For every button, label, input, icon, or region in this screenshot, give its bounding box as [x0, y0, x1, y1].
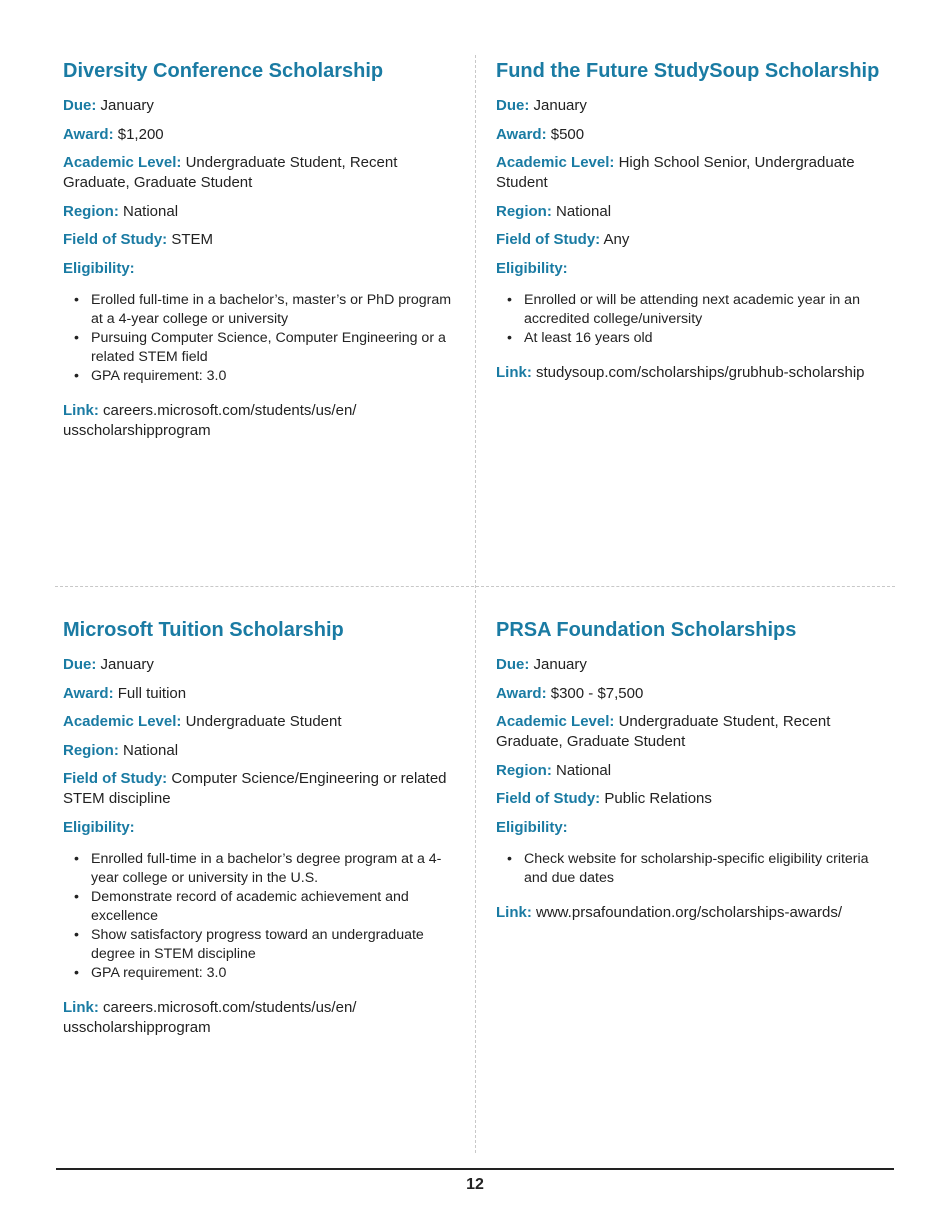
- region-value: National: [556, 761, 612, 779]
- field-of-study-field: [63, 230, 463, 250]
- academic-level-field: [496, 712, 896, 752]
- eligibility-heading: Eligibility:: [63, 818, 135, 836]
- due-label: Due:: [63, 656, 97, 673]
- field-of-study-label: Field of Study:: [496, 231, 601, 248]
- field-of-study-value: Any: [603, 231, 630, 248]
- eligibility-list: [496, 291, 896, 348]
- eligibility-list: [63, 291, 463, 386]
- region-field: [496, 202, 896, 222]
- page-number: 12: [466, 1176, 484, 1193]
- scholarship-card-diversity-conference: [63, 58, 463, 456]
- link-url[interactable]: careers.microsoft.com/students/us/en/ usscholarshipprogram: [63, 998, 357, 1036]
- field-of-study-label: Field of Study:: [63, 770, 168, 787]
- eligibility-item: • Check website for scholarship-specific eligibility criteria and due dates: [524, 850, 896, 888]
- region-value: National: [556, 202, 612, 220]
- scholarship-card-prsa-foundation: [496, 617, 896, 938]
- academic-level-value: Undergraduate Student, Recent Graduate, Graduate Student: [63, 154, 398, 191]
- link-url[interactable]: careers.microsoft.com/students/us/en/ usscholarshipprogram: [63, 401, 357, 439]
- link-url[interactable]: www.prsafoundation.org/scholarships-awards/: [536, 903, 842, 921]
- award-label: Award:: [496, 684, 547, 702]
- award-label: Award:: [496, 125, 547, 143]
- region-label: Region:: [496, 761, 552, 779]
- field-of-study-label: Field of Study:: [63, 231, 168, 248]
- eligibility-item: • At least 16 years old: [524, 329, 896, 348]
- link-field: [63, 401, 463, 441]
- due-value: January: [533, 97, 587, 114]
- due-field: [63, 655, 463, 675]
- field-of-study-value: STEM: [171, 231, 214, 248]
- link-field: [496, 363, 896, 383]
- scholarship-title: PRSA Foundation Scholarships: [496, 619, 797, 641]
- link-field: [63, 998, 463, 1038]
- eligibility-item: • Erolled full-time in a bachelor’s, master’s or PhD program at a 4-year college or university: [91, 291, 463, 329]
- award-value: $1,200: [117, 125, 164, 143]
- due-field: [496, 655, 896, 675]
- award-field: [496, 125, 896, 145]
- due-field: [496, 96, 896, 116]
- footer-rule: [56, 1168, 894, 1170]
- eligibility-item: • Show satisfactory progress toward an undergraduate degree in STEM discipline: [91, 926, 463, 964]
- eligibility-heading: Eligibility:: [496, 259, 568, 277]
- region-field: [496, 761, 896, 781]
- field-of-study-value: Computer Science/Engineering or related STEM discipline: [63, 770, 447, 807]
- award-value: $500: [550, 125, 585, 143]
- eligibility-item: • Pursuing Computer Science, Computer Engineering or a related STEM field: [91, 329, 463, 367]
- region-label: Region:: [496, 202, 552, 220]
- award-label: Award:: [63, 684, 114, 702]
- eligibility-list: [496, 850, 896, 888]
- academic-level-label: Academic Level:: [63, 154, 182, 171]
- due-label: Due:: [496, 97, 530, 114]
- scholarship-title: Microsoft Tuition Scholarship: [63, 619, 344, 641]
- eligibility-item: • Enrolled or will be attending next academic year in an accredited college/university: [524, 291, 896, 329]
- eligibility-list: [63, 850, 463, 983]
- due-value: January: [100, 97, 154, 114]
- link-label: Link:: [63, 401, 99, 419]
- link-field: [496, 903, 896, 923]
- academic-level-label: Academic Level:: [496, 713, 615, 730]
- region-field: [63, 741, 463, 761]
- due-field: [63, 96, 463, 116]
- link-label: Link:: [496, 363, 532, 381]
- academic-level-value: High School Senior, Undergraduate Student: [496, 154, 855, 191]
- scholarship-card-microsoft-tuition: [63, 617, 463, 1053]
- scholarship-title: Diversity Conference Scholarship: [63, 60, 384, 82]
- region-field: [63, 202, 463, 222]
- award-value: Full tuition: [117, 684, 187, 702]
- academic-level-field: [496, 153, 896, 193]
- region-value: National: [123, 741, 179, 759]
- academic-level-field: [63, 153, 463, 193]
- eligibility-item: • Demonstrate record of academic achievement and excellence: [91, 888, 463, 926]
- award-field: [63, 684, 463, 704]
- region-label: Region:: [63, 741, 119, 759]
- link-label: Link:: [63, 998, 99, 1016]
- link-url[interactable]: studysoup.com/scholarships/grubhub-scholarship: [536, 363, 865, 381]
- award-label: Award:: [63, 125, 114, 143]
- award-field: [496, 684, 896, 704]
- award-field: [63, 125, 463, 145]
- scholarship-title: Fund the Future StudySoup Scholarship: [496, 60, 880, 82]
- field-of-study-field: [496, 230, 896, 250]
- field-of-study-label: Field of Study:: [496, 790, 601, 807]
- scholarship-card-fund-the-future: [496, 58, 896, 398]
- academic-level-label: Academic Level:: [63, 713, 182, 730]
- field-of-study-value: Public Relations: [604, 790, 712, 807]
- eligibility-heading: Eligibility:: [63, 259, 135, 277]
- region-label: Region:: [63, 202, 119, 220]
- field-of-study-field: [496, 789, 896, 809]
- academic-level-value: Undergraduate Student: [185, 713, 342, 730]
- academic-level-label: Academic Level:: [496, 154, 615, 171]
- eligibility-item: • GPA requirement: 3.0: [91, 964, 463, 983]
- link-label: Link:: [496, 903, 532, 921]
- region-value: National: [123, 202, 179, 220]
- due-label: Due:: [63, 97, 97, 114]
- due-value: January: [533, 656, 587, 673]
- academic-level-field: [63, 712, 463, 732]
- eligibility-item: • GPA requirement: 3.0: [91, 367, 463, 386]
- academic-level-value: Undergraduate Student, Recent Graduate, Graduate Student: [496, 713, 831, 750]
- due-label: Due:: [496, 656, 530, 673]
- vertical-divider: [475, 55, 476, 1153]
- due-value: January: [100, 656, 154, 673]
- award-value: $300 - $7,500: [550, 684, 644, 702]
- horizontal-divider: [55, 586, 895, 587]
- field-of-study-field: [63, 769, 463, 809]
- eligibility-item: • Enrolled full-time in a bachelor’s degree program at a 4-year college or university in the U.S.: [91, 850, 463, 888]
- eligibility-heading: Eligibility:: [496, 818, 568, 836]
